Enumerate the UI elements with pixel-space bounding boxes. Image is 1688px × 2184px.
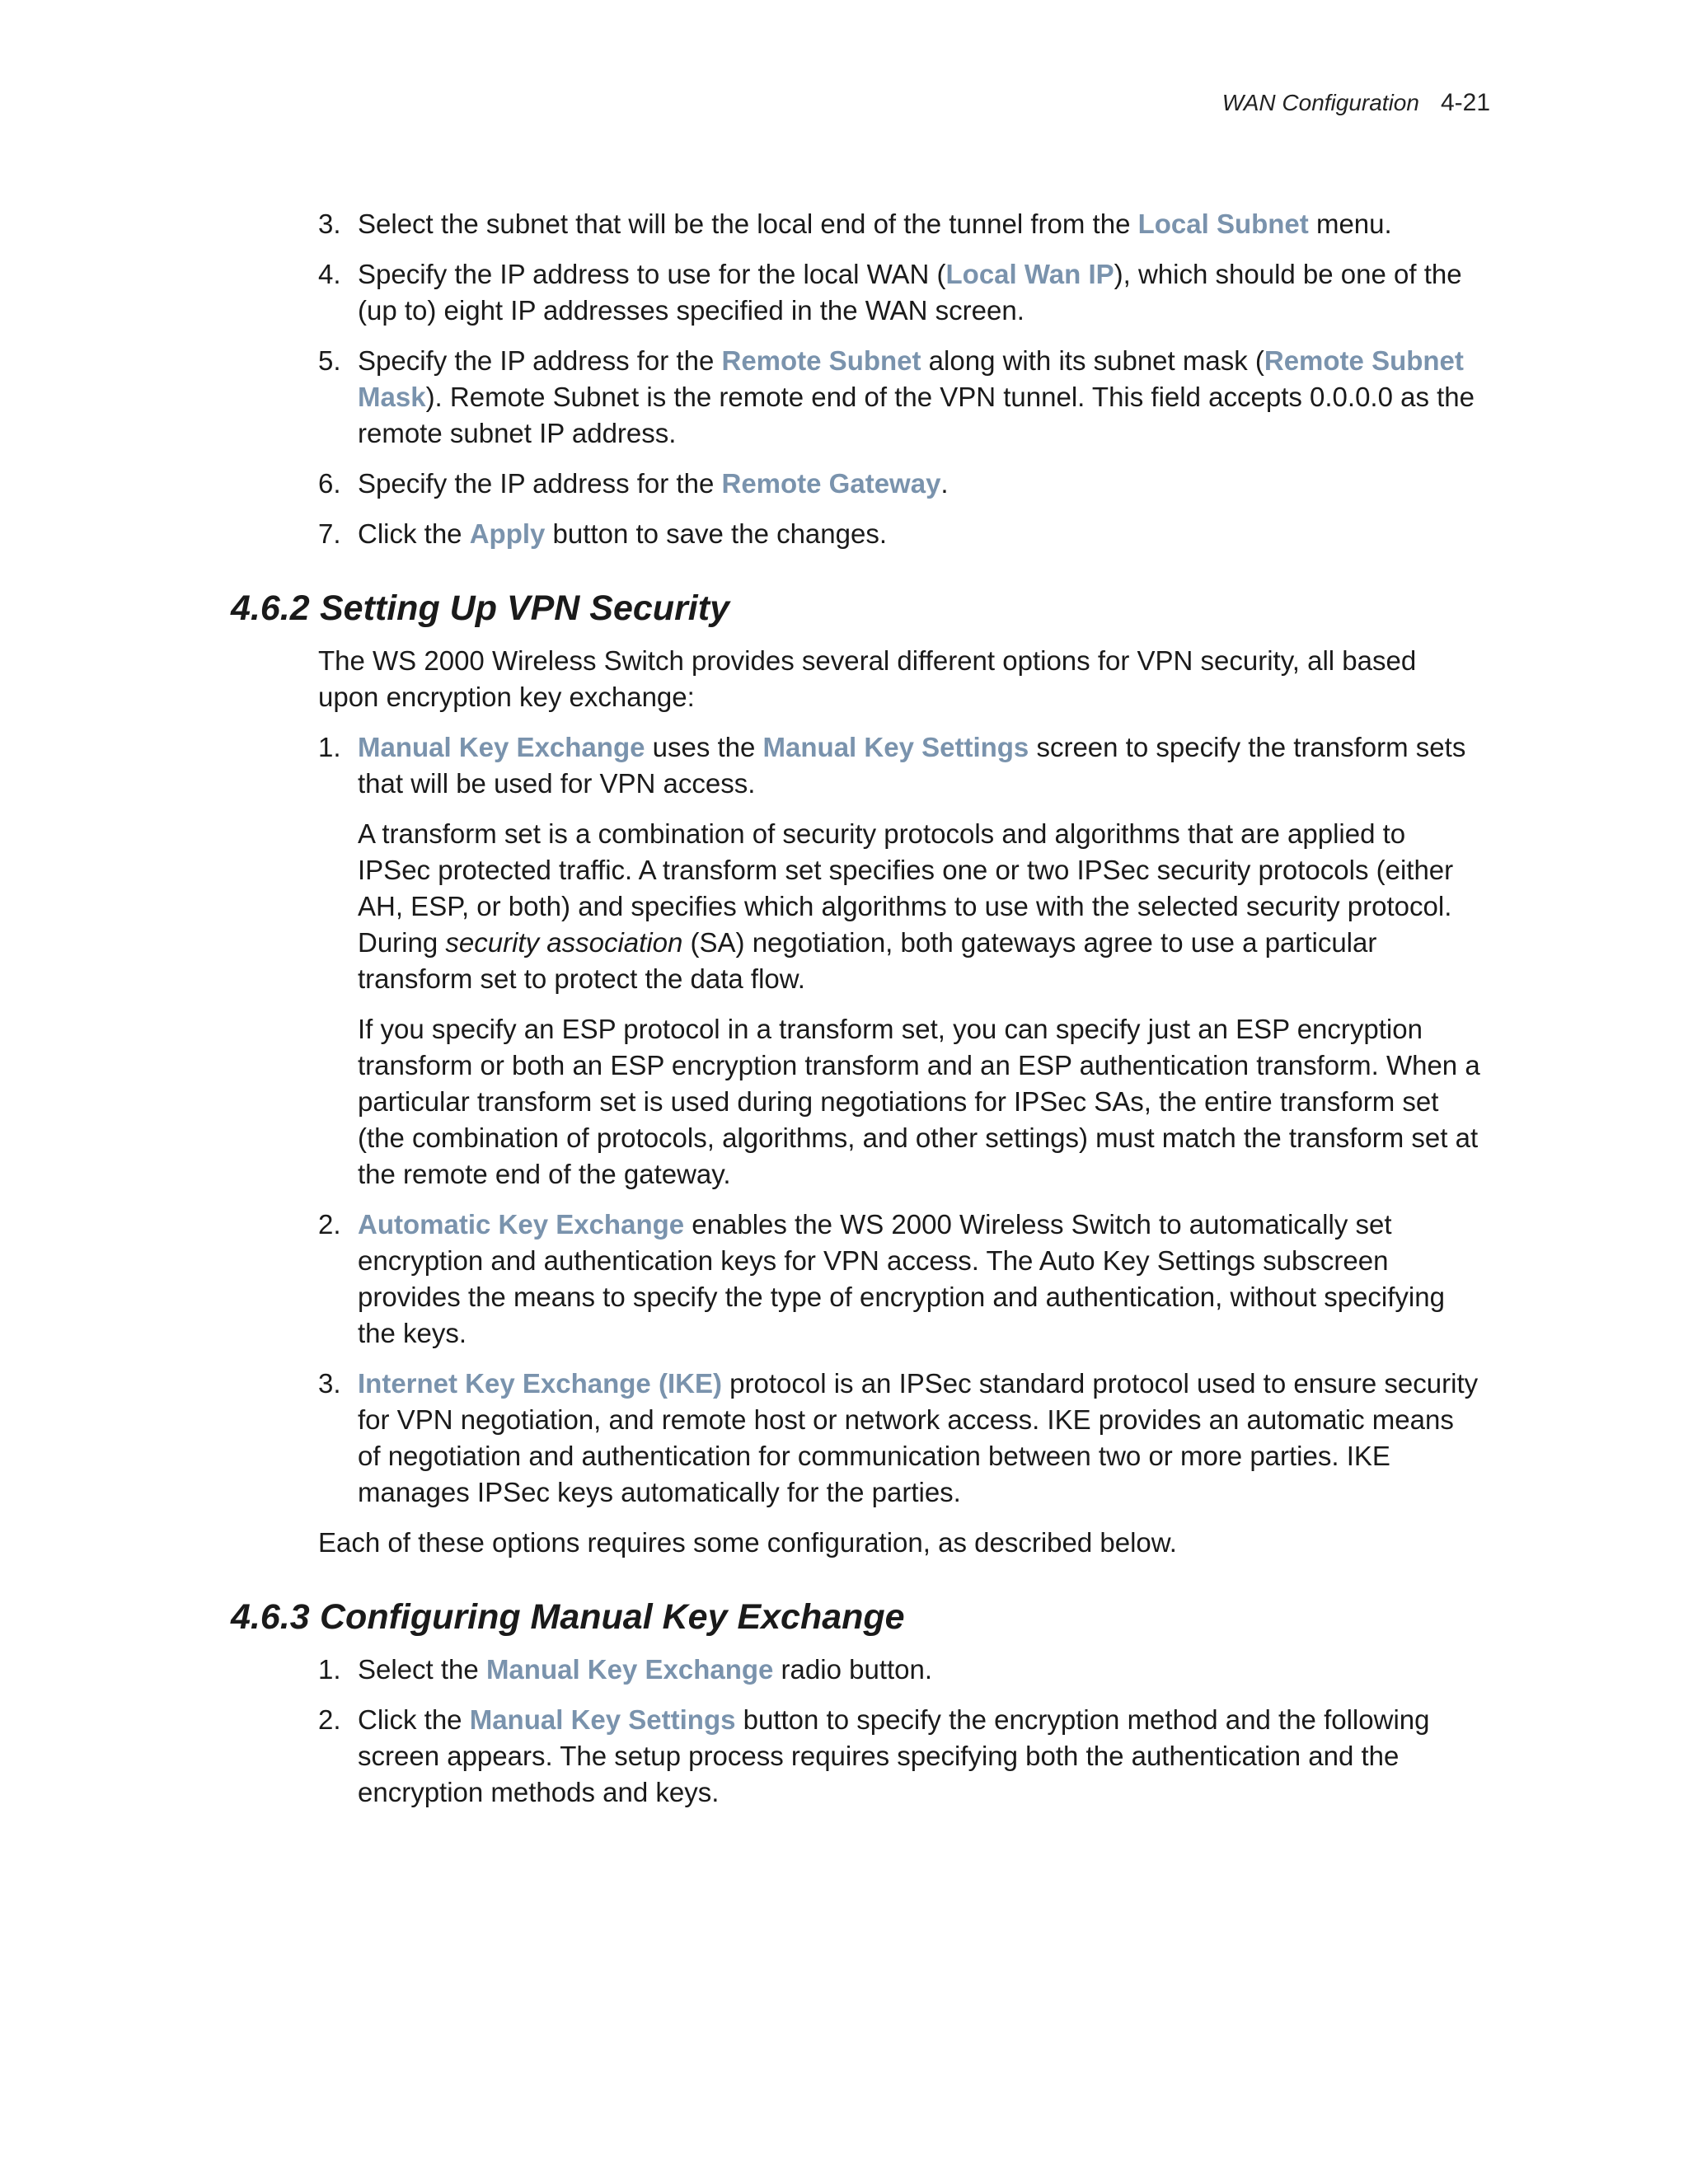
step-number: 1. bbox=[318, 1654, 341, 1685]
ui-term-remote-subnet-mask: Remote Subnet Mask bbox=[358, 345, 1464, 412]
step-number: 2. bbox=[318, 1704, 341, 1735]
step-number: 3. bbox=[318, 1368, 341, 1399]
option-automatic-key-exchange bbox=[318, 1207, 1484, 1352]
manual-step-1 bbox=[318, 1652, 1484, 1688]
running-header bbox=[1222, 89, 1490, 117]
step-text: Select the subnet that will be the local end of the tunnel from the bbox=[358, 209, 1138, 239]
step-number: 6. bbox=[318, 468, 341, 499]
step-text: Click the bbox=[358, 1704, 470, 1735]
step-6 bbox=[318, 466, 1484, 502]
ui-term-ike: Internet Key Exchange (IKE) bbox=[358, 1368, 722, 1399]
page-content bbox=[0, 206, 1688, 1825]
step-text: menu. bbox=[1308, 209, 1392, 239]
ui-term-local-subnet: Local Subnet bbox=[1137, 209, 1309, 239]
ui-term-manual-key-settings: Manual Key Settings bbox=[469, 1704, 736, 1735]
top-steps-list bbox=[0, 206, 1688, 552]
step-text: Click the bbox=[358, 518, 470, 549]
step-text: ), which should be one of the (up to) eight IP addresses specified in the WAN screen. bbox=[358, 259, 1462, 326]
step-4 bbox=[318, 256, 1484, 329]
ui-term-manual-key-settings: Manual Key Settings bbox=[762, 732, 1029, 762]
section-closing: Each of these options requires some configuration, as described below. bbox=[318, 1527, 1177, 1558]
section-heading-4-6-2 bbox=[231, 585, 1688, 631]
ui-term-manual-key-exchange: Manual Key Exchange bbox=[485, 1654, 774, 1685]
section-intro: The WS 2000 Wireless Switch provides several different options for VPN security, all based upon encryption key exchange: bbox=[318, 645, 1417, 712]
emphasis-security-association: security association bbox=[445, 927, 683, 958]
transform-set-paragraph bbox=[358, 816, 1484, 997]
step-text: enables the WS 2000 Wireless Switch to automatically set encryption and authentication keys for VPN access. The Auto Key Settings subscreen provides the means to specify the type of encryption and authentication, without specifying the keys. bbox=[358, 1209, 1445, 1348]
manual-step-2 bbox=[318, 1702, 1484, 1811]
step-number: 5. bbox=[318, 345, 341, 376]
ui-term-apply: Apply bbox=[469, 518, 546, 549]
step-text: . bbox=[940, 468, 949, 499]
step-text: uses the bbox=[645, 732, 763, 762]
option-internet-key-exchange bbox=[318, 1366, 1484, 1511]
step-text: radio button. bbox=[773, 1654, 933, 1685]
step-text: button to save the changes. bbox=[545, 518, 888, 549]
step-text: protocol is an IPSec standard protocol used to ensure security for VPN negotiation, and remote host or network access. IKE provides an automatic means of negotiation and authentication for communication between two or more parties. IKE manages IPSec keys automatically for the parties. bbox=[358, 1368, 1479, 1507]
section-title: Configuring Manual Key Exchange bbox=[320, 1597, 905, 1637]
step-number: 7. bbox=[318, 518, 341, 549]
ui-term-local-wan-ip: Local Wan IP bbox=[945, 259, 1114, 289]
ui-term-manual-key-exchange: Manual Key Exchange bbox=[358, 732, 645, 762]
step-text: Specify the IP address to use for the local WAN ( bbox=[358, 259, 946, 289]
section-title: Setting Up VPN Security bbox=[320, 588, 729, 628]
section-heading-4-6-3 bbox=[231, 1594, 1688, 1640]
step-number: 4. bbox=[318, 259, 341, 289]
step-number: 2. bbox=[318, 1209, 341, 1240]
step-text: ). Remote Subnet is the remote end of the VPN tunnel. This field accepts 0.0.0.0 as the remote subnet IP address. bbox=[358, 382, 1475, 448]
ui-term-automatic-key-exchange: Automatic Key Exchange bbox=[358, 1209, 685, 1240]
step-number: 1. bbox=[318, 732, 341, 762]
step-text: Specify the IP address for the bbox=[358, 468, 722, 499]
page-number: 4-21 bbox=[1440, 89, 1490, 116]
step-text: button to specify the encryption method and the following screen appears. The setup process requires specifying both the authentication and the encryption methods and keys. bbox=[358, 1704, 1430, 1807]
step-text: screen to specify the transform sets that will be used for VPN access. bbox=[358, 732, 1466, 799]
paragraph-text: A transform set is a combination of security protocols and algorithms that are applied to IPSec protected traffic. A transform set specifies one or two IPSec security protocols (either AH, ESP, or both) and specifies which algorithms to use with the selected security protocol. During bbox=[358, 818, 1454, 958]
ui-term-remote-gateway: Remote Gateway bbox=[721, 468, 941, 499]
ui-term-remote-subnet: Remote Subnet bbox=[721, 345, 921, 376]
step-number: 3. bbox=[318, 209, 341, 239]
step-text: Specify the IP address for the bbox=[358, 345, 722, 376]
step-5 bbox=[318, 343, 1484, 452]
step-text: Select the bbox=[358, 1654, 486, 1685]
paragraph-text: (SA) negotiation, both gateways agree to use a particular transform set to protect the data flow. bbox=[358, 927, 1377, 994]
option-manual-key-exchange bbox=[318, 729, 1484, 802]
header-chapter-title: WAN Configuration bbox=[1221, 90, 1419, 115]
section-number: 4.6.2 bbox=[231, 588, 310, 628]
step-7 bbox=[318, 516, 1484, 552]
step-3 bbox=[318, 206, 1484, 242]
esp-protocol-paragraph: If you specify an ESP protocol in a transform set, you can specify just an ESP encryption transform or both an ESP encryption transform and an ESP authentication transform. When a particular transform set is used during negotiations for IPSec SAs, the entire transform set (the combination of protocols, algorithms, and other settings) must match the transform set at the remote end of the gateway. bbox=[358, 1014, 1480, 1189]
section-number: 4.6.3 bbox=[231, 1597, 310, 1637]
step-text: along with its subnet mask ( bbox=[921, 345, 1264, 376]
